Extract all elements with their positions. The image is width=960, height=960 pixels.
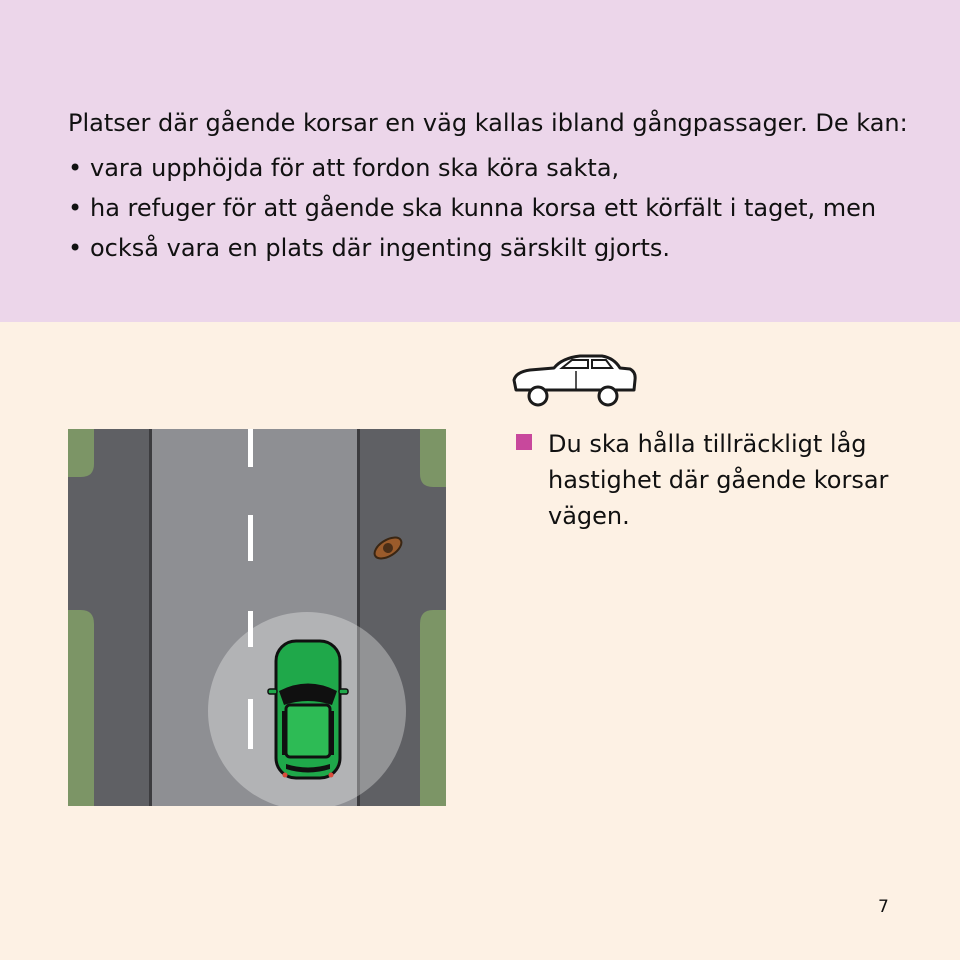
road-illustration	[68, 429, 446, 806]
intro-text: Platser där gående korsar en väg kallas ibland gångpassager. De kan:	[68, 109, 908, 137]
bullet-item: • också vara en plats där ingenting särskilt gjorts.	[68, 228, 876, 268]
car-outline-icon	[510, 352, 638, 408]
note-text: Du ska hålla tillräckligt låg hastighet där gående korsar vägen.	[548, 430, 889, 530]
bullet-list	[68, 148, 876, 268]
verge	[420, 429, 446, 487]
page-number: 7	[878, 897, 889, 917]
lane-edge-line	[149, 429, 152, 806]
bullet-item: • ha refuger för att gående ska kunna korsa ett körfält i taget, men	[68, 188, 876, 228]
verge	[68, 610, 94, 806]
bullet-item: • vara upphöjda för att fordon ska köra sakta,	[68, 148, 876, 188]
note-box	[516, 426, 916, 534]
square-marker-icon	[516, 434, 532, 450]
green-car-icon	[268, 641, 348, 778]
verge	[420, 610, 446, 806]
verge	[68, 429, 94, 477]
